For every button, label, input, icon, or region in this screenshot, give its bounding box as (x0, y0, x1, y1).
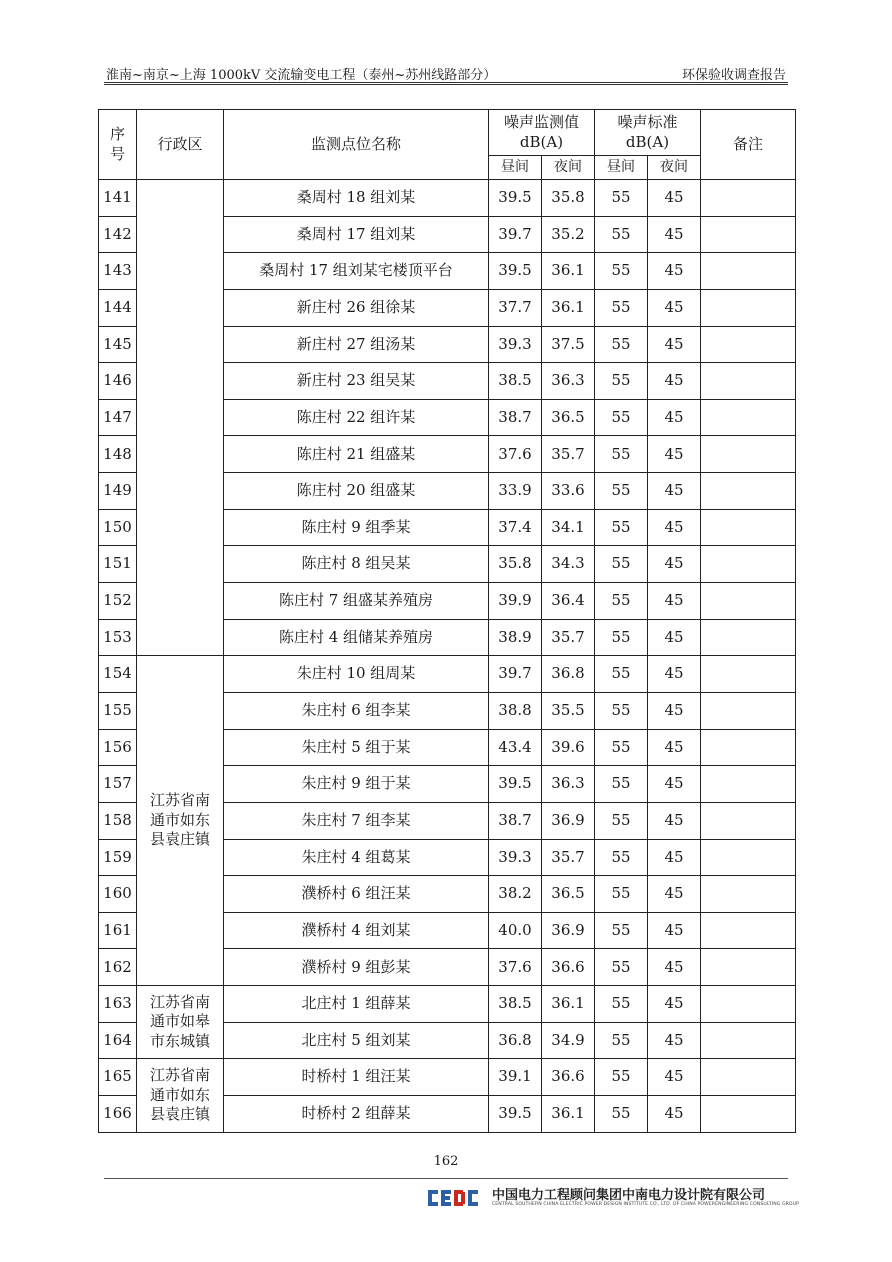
standard-night: 45 (648, 912, 701, 949)
district-cell (137, 986, 224, 1059)
measured-night: 36.6 (542, 949, 595, 986)
row-number: 162 (99, 949, 137, 986)
measured-day: 39.9 (489, 583, 542, 620)
measured-day: 38.5 (489, 986, 542, 1023)
standard-night: 45 (648, 656, 701, 693)
point-name: 桑周村 18 组刘某 (224, 180, 489, 217)
remark (701, 692, 796, 729)
measured-day: 39.5 (489, 253, 542, 290)
measured-day: 37.7 (489, 289, 542, 326)
remark (701, 509, 796, 546)
measured-night: 34.9 (542, 1022, 595, 1059)
standard-night: 45 (648, 509, 701, 546)
point-name: 陈庄村 8 组吴某 (224, 546, 489, 583)
standard-day: 55 (595, 619, 648, 656)
page-number: 162 (433, 1154, 459, 1169)
standard-day: 55 (595, 326, 648, 363)
standard-night: 45 (648, 986, 701, 1023)
standard-day: 55 (595, 949, 648, 986)
measured-day: 38.8 (489, 692, 542, 729)
remark (701, 326, 796, 363)
logo-segment (441, 1202, 451, 1206)
measured-night: 35.8 (542, 180, 595, 217)
company-name-en: CENTRAL SOUTHERN CHINA ELECTRIC POWER DESIGN INSTITUTE CO., LTD. OF CHINA POWERENGINEERING CONSULTING GROUP (492, 1202, 799, 1207)
measured-day: 38.7 (489, 399, 542, 436)
noise-monitoring-table (98, 109, 796, 1133)
point-name: 朱庄村 10 组周某 (224, 656, 489, 693)
measured-night: 36.1 (542, 1096, 595, 1133)
header-seq-label: 序号 (109, 125, 125, 163)
remark (701, 289, 796, 326)
measured-night: 36.3 (542, 363, 595, 400)
standard-day: 55 (595, 802, 648, 839)
standard-night: 45 (648, 839, 701, 876)
row-number: 159 (99, 839, 137, 876)
point-name: 时桥村 2 组薛某 (224, 1096, 489, 1133)
measured-night: 36.4 (542, 583, 595, 620)
measured-night: 37.5 (542, 326, 595, 363)
standard-night: 45 (648, 692, 701, 729)
row-number: 145 (99, 326, 137, 363)
measured-day: 37.6 (489, 949, 542, 986)
standard-night: 45 (648, 473, 701, 510)
row-number: 158 (99, 802, 137, 839)
standard-day: 55 (595, 436, 648, 473)
point-name: 濮桥村 4 组刘某 (224, 912, 489, 949)
standard-day: 55 (595, 546, 648, 583)
remark (701, 1096, 796, 1133)
standard-night: 45 (648, 619, 701, 656)
measured-day: 37.6 (489, 436, 542, 473)
standard-night: 45 (648, 802, 701, 839)
standard-night: 45 (648, 766, 701, 803)
row-number: 157 (99, 766, 137, 803)
standard-night: 45 (648, 729, 701, 766)
remark (701, 949, 796, 986)
standard-day: 55 (595, 656, 648, 693)
measured-day: 39.5 (489, 1096, 542, 1133)
remark (701, 766, 796, 803)
measured-day: 38.2 (489, 876, 542, 913)
standard-day: 55 (595, 839, 648, 876)
row-number: 161 (99, 912, 137, 949)
standard-day: 55 (595, 509, 648, 546)
remark (701, 876, 796, 913)
remark (701, 656, 796, 693)
measured-night: 36.5 (542, 399, 595, 436)
standard-night: 45 (648, 216, 701, 253)
header-standard (595, 110, 701, 156)
footer-divider (104, 1178, 788, 1179)
measured-night: 34.3 (542, 546, 595, 583)
row-number: 150 (99, 509, 137, 546)
point-name: 陈庄村 4 组储某养殖房 (224, 619, 489, 656)
measured-night: 36.1 (542, 289, 595, 326)
company-name: 中国电力工程顾问集团中南电力设计院有限公司 (492, 1188, 766, 1203)
measured-night: 35.7 (542, 619, 595, 656)
standard-day: 55 (595, 986, 648, 1023)
standard-night: 45 (648, 326, 701, 363)
standard-day: 55 (595, 180, 648, 217)
measured-day: 39.3 (489, 326, 542, 363)
standard-day: 55 (595, 216, 648, 253)
logo-segment (468, 1202, 478, 1206)
row-number: 164 (99, 1022, 137, 1059)
measured-night: 35.7 (542, 436, 595, 473)
header-standard-day: 昼间 (595, 156, 648, 180)
measured-day: 39.7 (489, 216, 542, 253)
row-number: 146 (99, 363, 137, 400)
measured-night: 39.6 (542, 729, 595, 766)
standard-night: 45 (648, 546, 701, 583)
measured-day: 40.0 (489, 912, 542, 949)
standard-day: 55 (595, 876, 648, 913)
remark (701, 839, 796, 876)
remark (701, 363, 796, 400)
standard-night: 45 (648, 436, 701, 473)
standard-day: 55 (595, 253, 648, 290)
standard-day: 55 (595, 692, 648, 729)
measured-day: 39.5 (489, 766, 542, 803)
measured-night: 36.1 (542, 986, 595, 1023)
standard-night: 45 (648, 253, 701, 290)
row-number: 163 (99, 986, 137, 1023)
standard-night: 45 (648, 583, 701, 620)
standard-day: 55 (595, 1096, 648, 1133)
district-cell (137, 656, 224, 986)
logo-segment (468, 1190, 478, 1194)
measured-day: 33.9 (489, 473, 542, 510)
remark (701, 253, 796, 290)
header-divider (104, 84, 788, 85)
remark (701, 399, 796, 436)
standard-day: 55 (595, 583, 648, 620)
row-number: 142 (99, 216, 137, 253)
standard-day: 55 (595, 1022, 648, 1059)
remark (701, 802, 796, 839)
row-number: 165 (99, 1059, 137, 1096)
point-name: 陈庄村 7 组盛某养殖房 (224, 583, 489, 620)
standard-day: 55 (595, 912, 648, 949)
measured-night: 36.6 (542, 1059, 595, 1096)
measured-night: 36.5 (542, 876, 595, 913)
header-measured-day: 昼间 (489, 156, 542, 180)
logo-segment (461, 1192, 465, 1204)
company-logo-icon (428, 1186, 488, 1210)
row-number: 153 (99, 619, 137, 656)
measured-night: 35.2 (542, 216, 595, 253)
point-name: 朱庄村 7 组李某 (224, 802, 489, 839)
page-header (104, 62, 788, 83)
remark (701, 619, 796, 656)
measured-night: 36.9 (542, 802, 595, 839)
standard-night: 45 (648, 180, 701, 217)
header-remark: 备注 (701, 110, 796, 180)
standard-night: 45 (648, 876, 701, 913)
point-name: 陈庄村 21 组盛某 (224, 436, 489, 473)
standard-day: 55 (595, 289, 648, 326)
row-number: 141 (99, 180, 137, 217)
measured-night: 36.9 (542, 912, 595, 949)
measured-night: 36.8 (542, 656, 595, 693)
remark (701, 729, 796, 766)
standard-day: 55 (595, 1059, 648, 1096)
district-label: 江苏省南通市如东县袁庄镇 (149, 791, 210, 849)
row-number: 156 (99, 729, 137, 766)
standard-night: 45 (648, 1096, 701, 1133)
district-cell (137, 180, 224, 656)
district-label: 江苏省南通市如皋市东城镇 (149, 992, 210, 1050)
point-name: 陈庄村 20 组盛某 (224, 473, 489, 510)
standard-night: 45 (648, 949, 701, 986)
point-name: 新庄村 26 组徐某 (224, 289, 489, 326)
district-cell (137, 1059, 224, 1132)
point-name: 陈庄村 22 组许某 (224, 399, 489, 436)
remark (701, 912, 796, 949)
row-number: 144 (99, 289, 137, 326)
header-measured-night: 夜间 (542, 156, 595, 180)
point-name: 濮桥村 9 组彭某 (224, 949, 489, 986)
measured-day: 39.7 (489, 656, 542, 693)
logo-segment (428, 1202, 438, 1206)
header-district: 行政区 (137, 110, 224, 180)
standard-night: 45 (648, 1059, 701, 1096)
point-name: 新庄村 23 组吴某 (224, 363, 489, 400)
table-row (99, 986, 796, 1023)
row-number: 155 (99, 692, 137, 729)
header-report-title: 环保验收调查报告 (681, 68, 786, 83)
table-row (99, 656, 796, 693)
row-number: 148 (99, 436, 137, 473)
row-number: 149 (99, 473, 137, 510)
point-name: 桑周村 17 组刘某宅楼顶平台 (224, 253, 489, 290)
point-name: 新庄村 27 组汤某 (224, 326, 489, 363)
measured-day: 39.5 (489, 180, 542, 217)
table-row (99, 180, 796, 217)
point-name: 北庄村 5 组刘某 (224, 1022, 489, 1059)
header-standard-label: 噪声标准 dB(A) (617, 113, 678, 151)
logo-segment (441, 1190, 451, 1194)
header-measured (489, 110, 595, 156)
point-name: 濮桥村 6 组汪某 (224, 876, 489, 913)
row-number: 160 (99, 876, 137, 913)
row-number: 152 (99, 583, 137, 620)
measured-day: 39.1 (489, 1059, 542, 1096)
header-seq (99, 110, 137, 180)
remark (701, 1022, 796, 1059)
measured-day: 38.5 (489, 363, 542, 400)
measured-night: 33.6 (542, 473, 595, 510)
measured-night: 36.3 (542, 766, 595, 803)
logo-segment (428, 1190, 438, 1194)
standard-day: 55 (595, 473, 648, 510)
point-name: 朱庄村 4 组葛某 (224, 839, 489, 876)
standard-night: 45 (648, 289, 701, 326)
header-measured-label: 噪声监测值 dB(A) (503, 113, 579, 151)
header-point-name: 监测点位名称 (224, 110, 489, 180)
measured-day: 43.4 (489, 729, 542, 766)
row-number: 147 (99, 399, 137, 436)
point-name: 朱庄村 6 组李某 (224, 692, 489, 729)
table-row (99, 1059, 796, 1096)
remark (701, 583, 796, 620)
row-number: 143 (99, 253, 137, 290)
measured-night: 35.7 (542, 839, 595, 876)
page-footer (428, 1184, 799, 1214)
header-project-title: 淮南~南京~上海 1000kV 交流输变电工程（泰州~苏州线路部分） (106, 68, 497, 83)
row-number: 151 (99, 546, 137, 583)
remark (701, 180, 796, 217)
measured-day: 36.8 (489, 1022, 542, 1059)
measured-day: 38.7 (489, 802, 542, 839)
district-label: 江苏省南通市如东县袁庄镇 (149, 1066, 210, 1124)
header-standard-night: 夜间 (648, 156, 701, 180)
logo-segment (441, 1196, 450, 1200)
table-body (99, 180, 796, 1133)
measured-night: 36.1 (542, 253, 595, 290)
remark (701, 986, 796, 1023)
standard-day: 55 (595, 766, 648, 803)
measured-night: 34.1 (542, 509, 595, 546)
measured-day: 35.8 (489, 546, 542, 583)
standard-day: 55 (595, 729, 648, 766)
remark (701, 1059, 796, 1096)
remark (701, 436, 796, 473)
row-number: 154 (99, 656, 137, 693)
row-number: 166 (99, 1096, 137, 1133)
measured-day: 38.9 (489, 619, 542, 656)
standard-night: 45 (648, 1022, 701, 1059)
standard-day: 55 (595, 363, 648, 400)
remark (701, 216, 796, 253)
measured-day: 37.4 (489, 509, 542, 546)
point-name: 朱庄村 5 组于某 (224, 729, 489, 766)
measured-night: 35.5 (542, 692, 595, 729)
point-name: 陈庄村 9 组季某 (224, 509, 489, 546)
standard-night: 45 (648, 399, 701, 436)
point-name: 北庄村 1 组薛某 (224, 986, 489, 1023)
point-name: 时桥村 1 组汪某 (224, 1059, 489, 1096)
standard-day: 55 (595, 399, 648, 436)
measured-day: 39.3 (489, 839, 542, 876)
standard-night: 45 (648, 363, 701, 400)
point-name: 桑周村 17 组刘某 (224, 216, 489, 253)
point-name: 朱庄村 9 组于某 (224, 766, 489, 803)
remark (701, 473, 796, 510)
remark (701, 546, 796, 583)
